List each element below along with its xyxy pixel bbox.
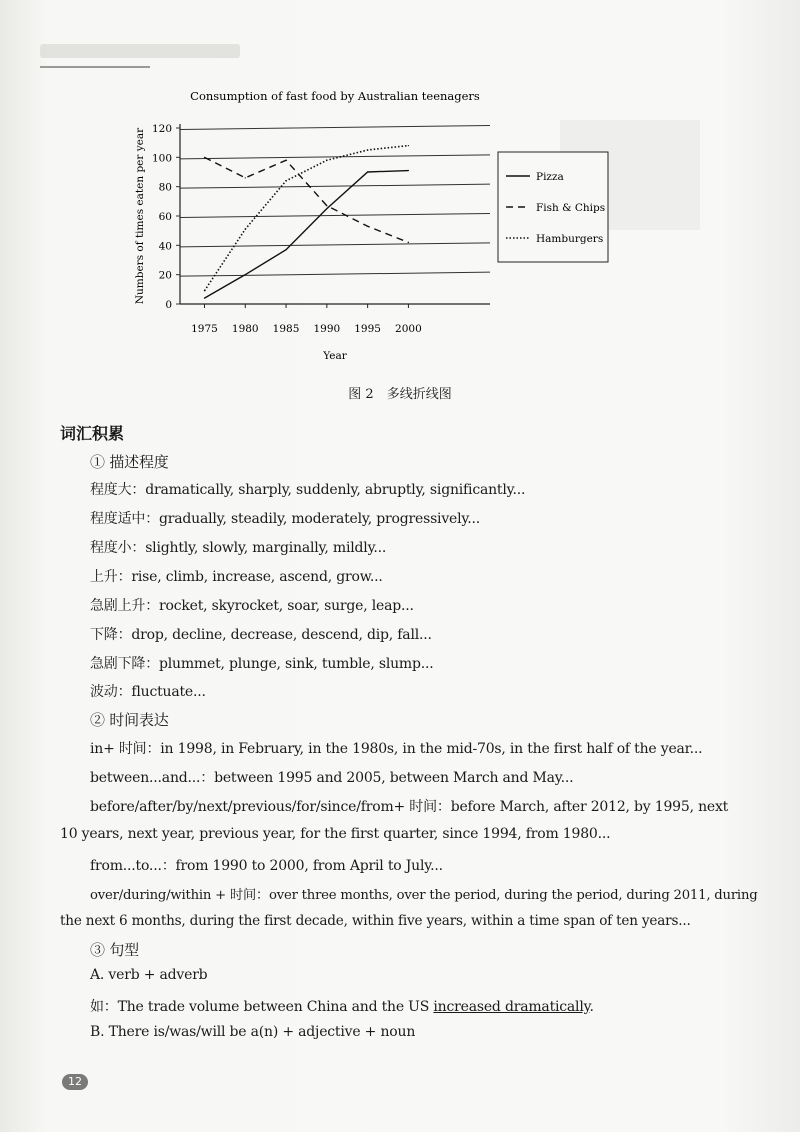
subsection-degree-title: ① 描述程度 xyxy=(90,453,169,471)
pattern-example-underlined: increased dramatically xyxy=(433,999,590,1015)
gridline-120 xyxy=(180,126,490,130)
y-axis-label: Numbers of times eaten per year xyxy=(134,127,146,305)
x-tick-label-1985: 1985 xyxy=(272,323,300,335)
y-tick-label-80: 80 xyxy=(158,181,172,194)
y-tick-label-0: 0 xyxy=(165,299,172,311)
degree-line-moderate: 程度适中：gradually, steadily, moderately, progressively... xyxy=(90,511,481,527)
data-point-fish-chips-2000 xyxy=(408,242,409,243)
gridline-100 xyxy=(180,155,490,159)
time-line-before-after: before/after/by/next/previous/for/since/from+ 时间：before March, after 2012, by 1995, next xyxy=(90,799,729,815)
section-title-vocab: 词汇积累 xyxy=(60,424,125,443)
data-point-pizza-1985 xyxy=(285,249,286,250)
time-line-over-during: over/during/within + 时间：over three months, over the period, during the period, during 2011, during xyxy=(90,888,758,903)
data-point-fish-chips-1980 xyxy=(245,177,246,178)
time-line-over-during-cont: the next 6 months, during the first decade, within five years, within a time span of ten years... xyxy=(60,913,691,929)
series-line-hamburgers xyxy=(204,146,408,291)
data-point-hamburgers-1980 xyxy=(245,229,246,230)
data-point-pizza-1990 xyxy=(326,208,327,209)
chart-title: Consumption of fast food by Australian teenagers xyxy=(190,89,480,103)
pattern-a: A. verb + adverb xyxy=(90,967,208,983)
header-running-title xyxy=(40,44,240,58)
data-point-hamburgers-1985 xyxy=(285,180,286,181)
time-line-between: between...and...：between 1995 and 2005, between March and May... xyxy=(90,770,574,786)
page-number: 12 xyxy=(62,1074,88,1090)
data-point-fish-chips-1990 xyxy=(326,205,327,206)
subsection-pattern-title: ③ 句型 xyxy=(90,941,139,959)
data-point-hamburgers-1975 xyxy=(204,290,205,291)
data-point-fish-chips-1975 xyxy=(204,157,205,158)
data-point-pizza-2000 xyxy=(408,170,409,171)
figure-caption: 图 2 多线折线图 xyxy=(348,387,452,402)
pattern-example xyxy=(90,996,594,1016)
y-tick-label-20: 20 xyxy=(158,269,172,282)
data-point-pizza-1975 xyxy=(204,298,205,299)
chart-svg xyxy=(120,82,640,382)
degree-line-large: 程度大：dramatically, sharply, suddenly, abruptly, significantly... xyxy=(90,482,526,498)
y-tick-label-40: 40 xyxy=(158,240,172,253)
series-line-pizza xyxy=(204,171,408,299)
x-tick-label-1990: 1990 xyxy=(313,323,341,335)
gridline-40 xyxy=(180,243,490,247)
legend-label-pizza: Pizza xyxy=(536,171,564,183)
time-line-before-after-cont: 10 years, next year, previous year, for the first quarter, since 1994, from 1980... xyxy=(60,826,611,842)
degree-line-small: 程度小：slightly, slowly, marginally, mildly... xyxy=(90,540,387,556)
trend-line-sharp-fall: 急剧下降：plummet, plunge, sink, tumble, slump... xyxy=(90,656,434,672)
y-tick-label-100: 100 xyxy=(151,152,172,165)
x-tick-label-2000: 2000 xyxy=(395,323,422,335)
x-axis-label: Year xyxy=(323,350,347,362)
trend-line-rise: 上升：rise, climb, increase, ascend, grow... xyxy=(90,569,383,585)
trend-line-fluctuate: 波动：fluctuate... xyxy=(90,684,206,700)
pattern-example-suffix: . xyxy=(589,999,594,1015)
data-point-hamburgers-2000 xyxy=(408,145,409,146)
data-point-hamburgers-1990 xyxy=(326,160,327,161)
y-tick-label-60: 60 xyxy=(158,211,172,223)
subsection-time-title: ② 时间表达 xyxy=(90,711,169,729)
y-tick-label-120: 120 xyxy=(151,123,172,135)
gridline-20 xyxy=(180,272,490,276)
gridline-60 xyxy=(180,214,490,218)
x-tick-label-1975: 1975 xyxy=(191,323,218,335)
pattern-b: B. There is/was/will be a(n) + adjective + noun xyxy=(90,1024,416,1040)
data-point-pizza-1980 xyxy=(245,274,246,275)
data-point-pizza-1995 xyxy=(367,171,368,172)
time-line-in: in+ 时间：in 1998, in February, in the 1980s, in the mid-70s, in the first half of the year... xyxy=(90,741,703,757)
data-point-hamburgers-1995 xyxy=(367,149,368,150)
legend-label-hamburgers: Hamburgers xyxy=(536,233,604,245)
x-tick-label-1980: 1980 xyxy=(231,323,259,335)
trend-line-sharp-rise: 急剧上升：rocket, skyrocket, soar, surge, leap... xyxy=(90,598,414,614)
trend-line-fall: 下降：drop, decline, decrease, descend, dip, fall... xyxy=(90,627,432,643)
line-chart xyxy=(120,82,640,382)
x-tick-label-1995: 1995 xyxy=(354,323,381,335)
data-point-fish-chips-1985 xyxy=(285,160,286,161)
legend-label-fish-chips: Fish & Chips xyxy=(536,202,606,214)
data-point-fish-chips-1995 xyxy=(367,226,368,227)
header-rule xyxy=(40,66,150,68)
gridline-80 xyxy=(180,184,490,188)
time-line-from-to: from...to...：from 1990 to 2000, from April to July... xyxy=(90,858,443,874)
pattern-example-prefix: 如：The trade volume between China and the US xyxy=(90,999,434,1015)
